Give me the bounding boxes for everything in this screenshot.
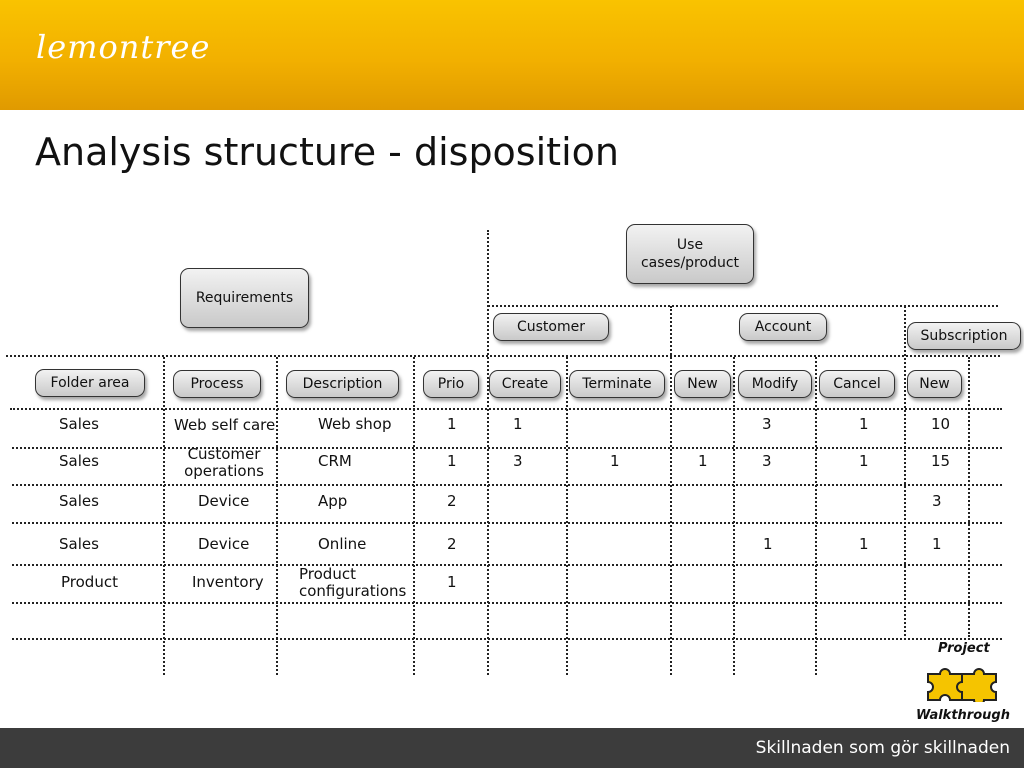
badge-bottom-label: Walkthrough <box>916 708 1010 723</box>
customer-label: Customer <box>516 319 585 335</box>
cell-folder-area: Sales <box>59 535 99 553</box>
requirements-label: Requirements <box>195 290 294 306</box>
cell-cancel: 1 <box>859 452 869 470</box>
cell-process: Device <box>198 535 250 553</box>
cell-description: Online <box>318 535 367 553</box>
cell-folder-area: Sales <box>59 452 99 470</box>
cell-create: 1 <box>513 415 523 433</box>
cell-process: Device <box>198 492 250 510</box>
col-cancel-label: Cancel <box>833 376 881 392</box>
cell-new-subscription: 3 <box>932 492 942 510</box>
cell-modify: 1 <box>763 535 773 553</box>
col-terminate <box>569 370 665 398</box>
col-process <box>173 370 261 398</box>
cell-prio: 2 <box>447 535 457 553</box>
col-description-label: Description <box>302 376 383 392</box>
cell-new-subscription: 1 <box>932 535 942 553</box>
cell-folder-area: Product <box>61 573 118 591</box>
slide-title: Analysis structure - disposition <box>35 130 619 174</box>
use-cases-product-header <box>626 224 754 284</box>
puzzle-icon <box>922 662 1002 702</box>
footer-bar <box>0 728 1024 768</box>
requirements-header <box>180 268 309 328</box>
cell-modify: 3 <box>762 415 772 433</box>
col-new-account-label: New <box>687 376 718 392</box>
cell-new-subscription: 15 <box>931 452 951 470</box>
cell-new-subscription: 10 <box>931 415 951 433</box>
cell-process: Inventory <box>192 573 264 591</box>
project-walkthrough-badge <box>912 638 1012 728</box>
cell-prio: 1 <box>447 452 457 470</box>
subscription-label: Subscription <box>920 328 1008 344</box>
cell-terminate: 1 <box>610 452 620 470</box>
lemontree-logo: lemontree <box>36 28 211 66</box>
cell-process: Customer operations <box>184 445 264 480</box>
cell-description: Product configurations <box>299 565 407 600</box>
cell-description: Web shop <box>318 415 392 433</box>
cell-description: CRM <box>318 452 352 470</box>
col-cancel <box>819 370 895 398</box>
col-folder-area <box>35 369 145 397</box>
col-modify <box>738 370 812 398</box>
col-create-label: Create <box>501 376 549 392</box>
cell-create: 3 <box>513 452 523 470</box>
account-header <box>739 313 827 341</box>
col-new-account <box>674 370 731 398</box>
col-new-subscription <box>907 370 962 398</box>
account-label: Account <box>754 319 812 335</box>
col-folder-area-label: Folder area <box>50 375 130 391</box>
customer-header <box>493 313 609 341</box>
cell-description: App <box>318 492 348 510</box>
cell-prio: 1 <box>447 415 457 433</box>
cell-prio: 1 <box>447 573 457 591</box>
cell-prio: 2 <box>447 492 457 510</box>
cell-folder-area: Sales <box>59 415 99 433</box>
footer-tagline: Skillnaden som gör skillnaden <box>755 738 1010 758</box>
badge-top-label: Project <box>938 641 990 656</box>
cell-process: Web self care <box>174 416 276 434</box>
cell-cancel: 1 <box>859 535 869 553</box>
col-process-label: Process <box>190 376 244 392</box>
col-create <box>489 370 561 398</box>
col-terminate-label: Terminate <box>582 376 652 392</box>
cell-new: 1 <box>698 452 708 470</box>
cell-cancel: 1 <box>859 415 869 433</box>
col-new-subscription-label: New <box>919 376 950 392</box>
header-bar <box>0 0 1024 110</box>
col-prio-label: Prio <box>437 376 465 392</box>
use-cases-product-label: Use cases/product <box>640 237 740 271</box>
col-description <box>286 370 399 398</box>
col-modify-label: Modify <box>751 376 799 392</box>
cell-modify: 3 <box>762 452 772 470</box>
col-prio <box>423 370 479 398</box>
cell-folder-area: Sales <box>59 492 99 510</box>
subscription-header <box>907 322 1021 350</box>
